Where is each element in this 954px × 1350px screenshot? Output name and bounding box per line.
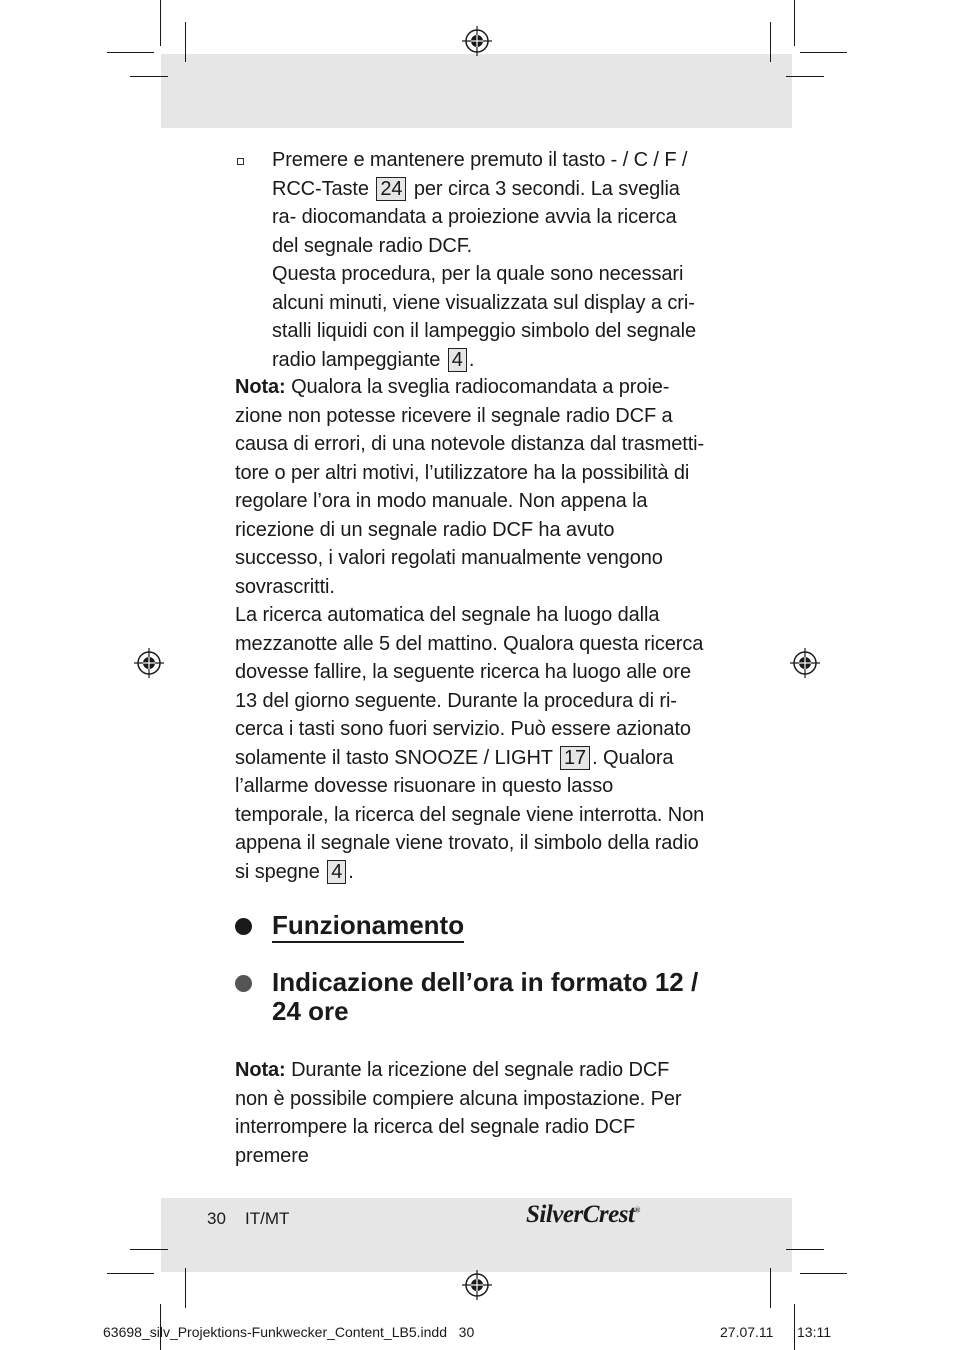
language-code: IT/MT — [245, 1209, 290, 1228]
note-label: Nota: — [235, 376, 286, 398]
square-bullet-icon — [237, 158, 244, 165]
header-band — [161, 54, 792, 128]
instruction-bullet — [235, 146, 705, 374]
reference-number-box: 24 — [376, 177, 406, 201]
page-number: 30 — [207, 1209, 226, 1228]
note-text-2: La ricerca automatica del segnale ha luogo dalla mezzanotte alle 5 del mattino. Qualora questa ricerca dovesse fallire, la seguente ricerca ha luogo alle ore 13 del giorno seguente. Durante la procedura di ri-cerca i tasti sono fuori servizio. Può essere azionato solamente il tasto SNOOZE / LIGHT — [235, 604, 704, 769]
note-paragraph: Nota: Qualora la sveglia radiocomandata a proie-zione non potesse ricevere il segnale radio DCF a causa di errori, di una notevole distanza dal trasmetti-tore o per altri motivi, l’utilizzatore ha la possibilità di regolare l’ora in modo manuale. Non appena la ricezione di un segnale radio DCF ha avuto successo, i valori regolati manualmente vengono sovrascritti. La ricerca automatica del segnale ha luogo dalla mezzanotte alle 5 del mattino. Qualora questa ricerca dovesse fallire, la seguente ricerca ha luogo alle ore 13 del giorno seguente. Durante la procedura di ri-cerca i tasti sono fuori servizio. Può essere azionato solamente il tasto SNOOZE / LIGHT 17 . Qualora l’allarme dovesse risuonare in questo lasso temporale, la ricerca del segnale viene interrotta. Non appena il segnale viene trovato, il simbolo della radio si spegne 4 . — [235, 376, 705, 883]
section-heading: Funzionamento — [235, 911, 715, 940]
reference-number-box: 4 — [327, 860, 346, 884]
bullet-dot-icon — [235, 918, 252, 935]
subsection-heading: Indicazione dell’ora in formato 12 / 24 ore — [235, 968, 715, 1026]
bullet-text: Premere e mantenere premuto il tasto - / C / F / RCC-Taste 24 per circa 3 secondi. La sveglia ra- diocomandata a proiezione avvia la ricerca del segnale radio DCF. — [272, 149, 688, 257]
note-paragraph-2 — [235, 1056, 705, 1170]
reference-number-box: 17 — [560, 746, 590, 770]
registration-mark-icon — [462, 26, 492, 56]
note-text: Qualora la sveglia radiocomandata a proie-zione non potesse ricevere il segnale radio DCF a causa di errori, di una notevole distanza dal trasmetti-tore o per altri motivi, l’utilizzatore ha la possibilità di regolare l’ora in modo manuale. Non appena la ricezione di un segnale radio DCF ha avuto successo, i valori regolati manualmente vengono sovrascritti. — [235, 376, 705, 598]
slug-time: 13:11 — [797, 1324, 831, 1340]
bullet-dot-icon — [235, 975, 252, 992]
registration-mark-icon — [462, 1270, 492, 1300]
note-label: Nota: — [235, 1059, 286, 1081]
note-text: Durante la ricezione del segnale radio DCF non è possibile compiere alcuna impostazione. Per interrompere la ricerca del segnale radio DCF premere — [235, 1059, 682, 1167]
registration-mark-icon — [790, 648, 820, 678]
bullet-text-continued: Questa procedura, per la quale sono necessari alcuni minuti, viene visualizzata sul display a cri-stalli liquidi con il lampeggio simbolo del segnale radio lampeggiante 4 . — [272, 263, 697, 371]
reference-number-box: 4 — [448, 348, 467, 372]
registration-mark-icon — [134, 648, 164, 678]
slug-date: 27.07.11 — [720, 1324, 774, 1340]
slug-filename: 63698_silv_Projektions-Funkwecker_Content_LB5.indd 30 — [103, 1324, 475, 1340]
brand-logo: SilverCrest® — [526, 1201, 640, 1228]
